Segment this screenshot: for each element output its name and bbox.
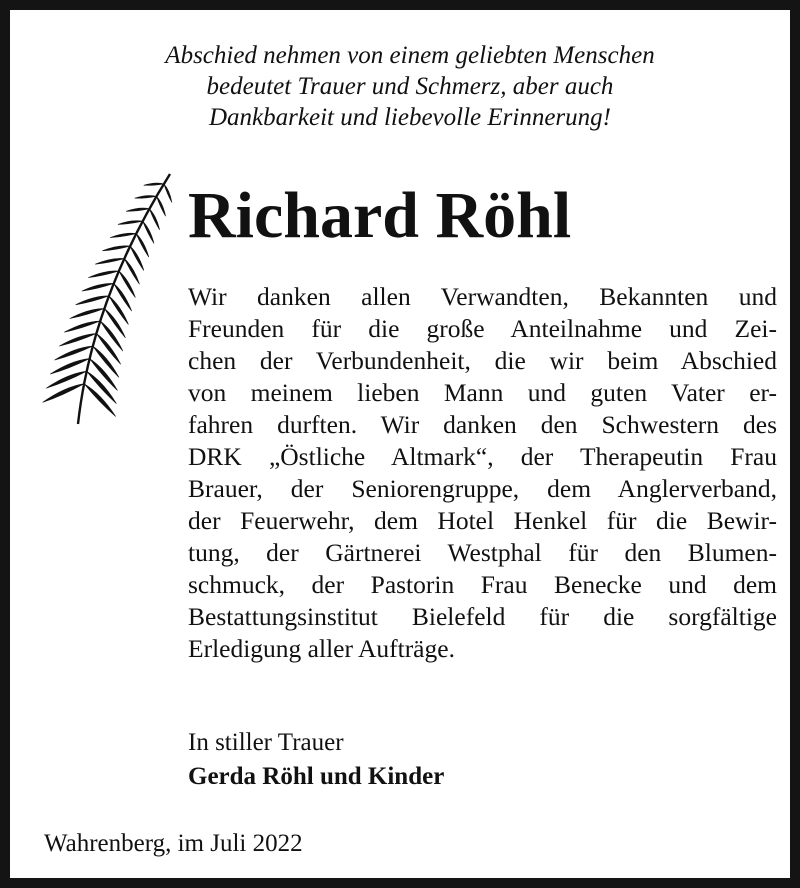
signature: Gerda Röhl und Kinder [188,763,445,790]
fern-leaflet [126,208,149,211]
thanks-line-last: Erledigung aller Aufträge. [188,634,455,663]
fern-leaflet [143,221,154,243]
fern-leaflet [59,334,96,347]
motto-line-1: Abschied nehmen von einem geliebten Menschen [165,42,655,69]
fern-leaflet [88,271,119,278]
fern-leaflet [136,234,149,258]
fern-icon [40,168,180,428]
fern-leaflet [130,246,144,271]
motto-line-2: bedeutet Trauer und Schmerz, aber auch [206,73,614,100]
fern-leaflet [76,296,109,305]
thanks-line: Wir danken allen Verwandten, Bekannten und [188,282,777,311]
fern-leaflet [55,346,93,360]
fern-leaflet [135,196,157,199]
fern-leaflet [110,233,136,237]
thanks-line: chen der Verbundenheit, die wir beim Abschied [188,346,777,375]
thanks-line: Bestattungsinstitut Bielefeld für die sorgfältige [188,602,777,631]
closing-phrase: In stiller Trauer [188,729,344,756]
deceased-name: Richard Röhl [188,179,572,252]
thanks-line: schmuck, der Pastorin Frau Benecke und dem [188,570,777,599]
fern-leaflet [164,184,172,203]
fern-leaflet [100,321,123,351]
thanks-line: DRK „Östliche Altmark“, der Therapeutin Frau [188,442,777,471]
fern-leaflet [64,321,100,332]
motto-line-3: Dankbarkeit und liebevolle Erinnerung! [209,104,611,131]
thanks-paragraph [188,281,777,665]
fern-leaflet [95,258,124,264]
fern-leaflet [70,308,105,318]
fern-leaflet [157,196,166,216]
fern-leaflet [118,221,143,225]
fern-leaflet [144,183,164,185]
thanks-line: Brauer, der Seniorengruppe, dem Anglerverband, [188,474,777,503]
thanks-line: Freunden für die große Anteilnahme und Zei- [188,314,777,343]
fern-leaflet [84,384,116,417]
thanks-line: von meinem lieben Mann und guten Vater er- [188,378,777,407]
fern-leaflet [102,246,130,251]
fern-leaflet [82,283,114,291]
fern-leaflet [149,209,159,230]
fern-leaflet [96,334,120,365]
thanks-line: fahren durften. Wir danken den Schwestern des [188,410,777,439]
motto-verse [40,40,780,133]
thanks-line: der Feuerwehr, dem Hotel Henkel für die Bewir- [188,506,777,535]
thanks-line: tung, der Gärtnerei Westphal für den Blumen- [188,538,777,567]
place-date: Wahrenberg, im Juli 2022 [44,830,303,857]
fern-leaflet [93,346,119,377]
